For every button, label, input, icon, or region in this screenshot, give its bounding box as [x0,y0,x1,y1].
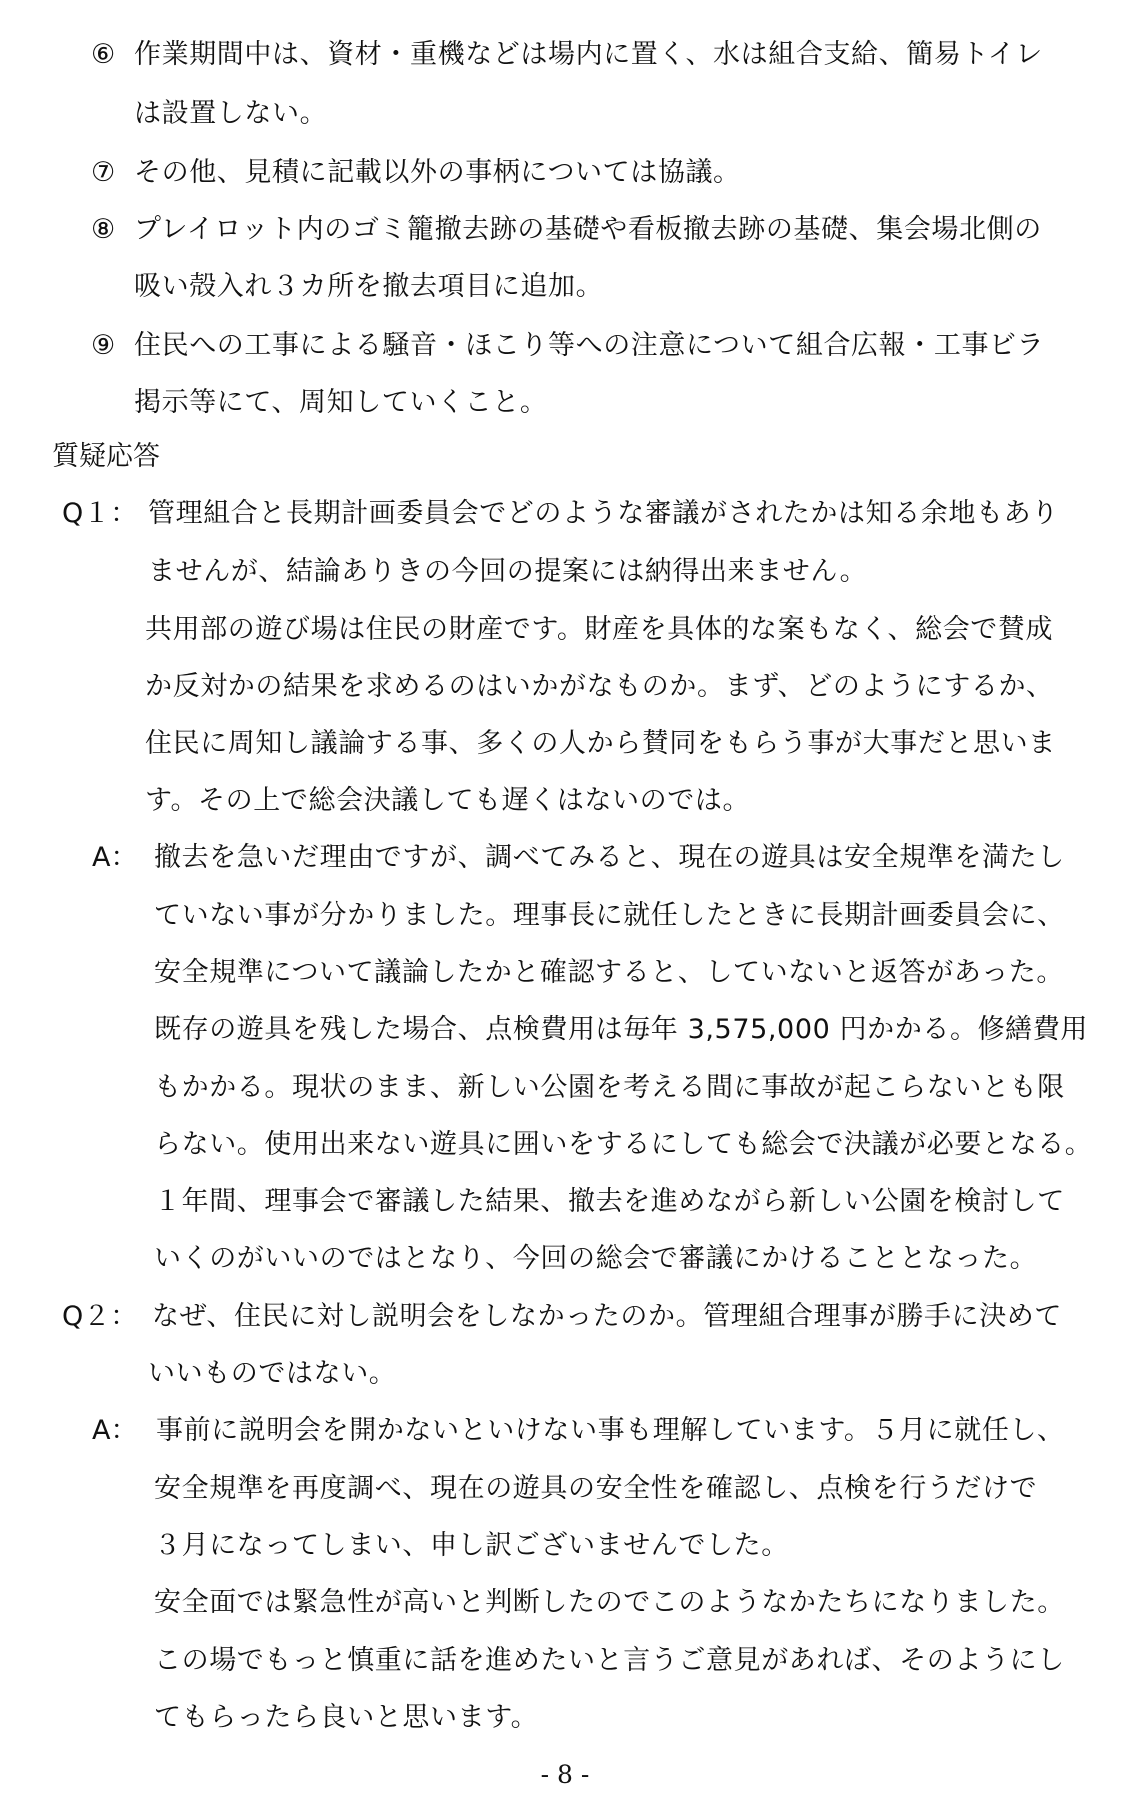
a2-line-5: この場でもっと慎重に話を進めたいと言うご意見があれば、そのようにし [154,1645,1065,1676]
q1-line-5: 住民に周知し議論する事、多くの人から賛同をもらう事が大事だと思いま [145,728,1056,759]
a1-line-6: らない。使用出来ない遊具に囲いをするにしても総会で決議が必要となる。 [154,1129,1093,1160]
a1-line-2: ていない事が分かりました。理事長に就任したときに長期計画委員会に、 [154,900,1065,931]
q2-label: Q２： [62,1301,138,1332]
q1-line-2: ませんが、結論ありきの今回の提案には納得出来ません。 [148,556,868,587]
a2-line-1: 事前に説明会を開かないといけない事も理解しています。５月に就任し、 [156,1415,1065,1446]
a1-label: A： [92,842,138,873]
item-6-line-2: は設置しない。 [134,98,328,129]
a2-label: A： [92,1415,138,1446]
a2-line-4: 安全面では緊急性が高いと判断したのでこのようなかたちになりました。 [154,1587,1065,1618]
item-marker-9: ⑨ [91,330,116,361]
q1-line-4: か反対かの結果を求めるのはいかがなものか。まず、どのようにするか、 [145,671,1054,702]
a2-line-3: ３月になってしまい、申し訳ございませんでした。 [154,1530,789,1561]
a1-line-3: 安全規準について議論したかと確認すると、していないと返答があった。 [154,957,1064,988]
item-marker-7: ⑦ [91,157,116,188]
q1-label: Q１： [62,498,138,529]
a1-line-4: 既存の遊具を残した場合、点検費用は毎年 3,575,000 円かかる。修繕費用 [154,1014,1088,1045]
item-9-line-1: 住民への工事による騒音・ほこり等への注意について組合広報・工事ビラ [134,330,1045,361]
item-8-line-1: プレイロット内のゴミ籠撤去跡の基礎や看板撤去跡の基礎、集会場北側の [134,214,1042,245]
item-6-line-1: 作業期間中は、資材・重機などは場内に置く、水は組合支給、簡易トイレ [134,39,1043,70]
page-number: - 8 - [540,1760,590,1789]
a2-line-2: 安全規準を再度調べ、現在の遊具の安全性を確認し、点検を行うだけで [154,1473,1038,1504]
item-7-line-1: その他、見積に記載以外の事柄については協議。 [134,157,741,188]
q1-line-3: 共用部の遊び場は住民の財産です。財産を具体的な案もなく、総会で賛成 [145,614,1054,645]
item-8-line-2: 吸い殻入れ３カ所を撤去項目に追加。 [134,271,604,302]
a1-line-1: 撤去を急いだ理由ですが、調べてみると、現在の遊具は安全規準を満たし [154,842,1065,873]
a1-line-7: １年間、理事会で審議した結果、撤去を進めながら新しい公園を検討して [154,1186,1065,1217]
q2-line-2: いいものではない。 [148,1358,397,1389]
a1-line-5: もかかる。現状のまま、新しい公園を考える間に事故が起こらないとも限 [154,1072,1065,1103]
a2-line-6: てもらったら良いと思います。 [154,1702,539,1733]
q1-line-1: 管理組合と長期計画委員会でどのような審議がされたかは知る余地もあり [148,498,1059,529]
q2-line-1: なぜ、住民に対し説明会をしなかったのか。管理組合理事が勝手に決めて [152,1301,1062,1332]
item-marker-8: ⑧ [91,214,116,245]
item-9-line-2: 掲示等にて、周知していくこと。 [134,387,548,418]
qa-heading: 質疑応答 [52,441,160,472]
a1-line-8: いくのがいいのではとなり、今回の総会で審議にかけることとなった。 [154,1243,1038,1274]
q1-line-6: す。その上で総会決議しても遅くはないのでは。 [145,785,751,816]
item-marker-6: ⑥ [91,39,116,70]
